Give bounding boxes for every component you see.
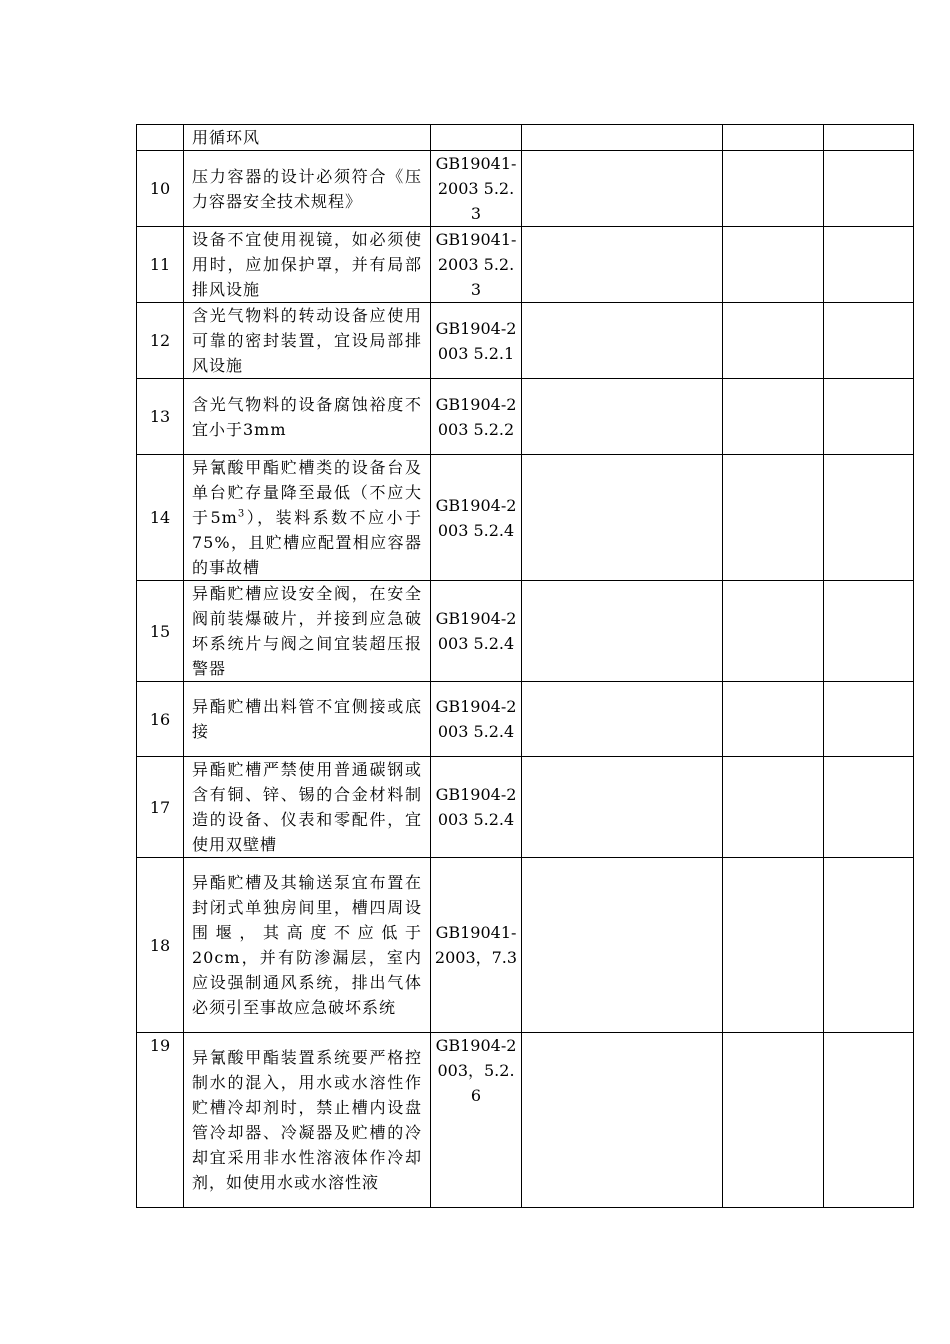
table-row [137,379,914,455]
row-number: 11 [137,227,184,303]
empty-cell [522,227,723,303]
check-item: 异酯贮槽出料管不宜侧接或底接 [184,682,431,757]
table-row [137,303,914,379]
table-row [137,581,914,682]
basis-reference: GB1904-2003 5.2.4 [431,455,522,581]
table-row [137,682,914,757]
check-item: 含光气物料的设备腐蚀裕度不宜小于3mm [184,379,431,455]
empty-cell [824,303,914,379]
empty-cell [723,151,824,227]
check-item: 异氰酸甲酯装置系统要严格控制水的混入，用水或水溶性作贮槽冷却剂时，禁止槽内设盘管冷却器、冷凝器及贮槽的冷却宜采用非水性溶液体作冷却剂，如使用水或水溶性液 [184,1033,431,1208]
check-item: 异酯贮槽严禁使用普通碳钢或含有铜、锌、锡的合金材料制造的设备、仪表和零配件，宜使用双壁槽 [184,757,431,858]
check-item: 压力容器的设计必须符合《压力容器安全技术规程》 [184,151,431,227]
row-number: 15 [137,581,184,682]
empty-cell [522,581,723,682]
row-number: 10 [137,151,184,227]
table-row [137,455,914,581]
empty-cell [723,303,824,379]
basis-reference: GB19041-2003 5.2.3 [431,151,522,227]
empty-cell [824,682,914,757]
table-row [137,757,914,858]
check-item: 设备不宜使用视镜，如必须使用时，应加保护罩，并有局部排风设施 [184,227,431,303]
basis-reference: GB1904-2003 5.2.4 [431,682,522,757]
empty-cell [723,379,824,455]
basis-reference: GB1904-2003 5.2.4 [431,581,522,682]
check-item [184,455,431,581]
table-row [137,151,914,227]
empty-cell [824,455,914,581]
check-item: 用循环风 [184,125,431,151]
empty-cell [723,858,824,1033]
empty-cell [824,379,914,455]
empty-cell [824,1033,914,1208]
empty-cell [522,125,723,151]
empty-cell [824,125,914,151]
empty-cell [522,455,723,581]
check-item: 含光气物料的转动设备应使用可靠的密封装置，宜设局部排风设施 [184,303,431,379]
check-item: 异酯贮槽及其输送泵宜布置在封闭式单独房间里，槽四周设围堰，其高度不应低于20cm，并有防渗漏层，室内应设强制通风系统，排出气体必须引至事故应急破坏系统 [184,858,431,1033]
basis-reference: GB19041-2003，7.3 [431,858,522,1033]
row-number: 12 [137,303,184,379]
check-item-text: ），装料系数不应小于75%，且贮槽应配置相应容器的事故槽 [192,508,422,577]
empty-cell [824,151,914,227]
empty-cell [522,682,723,757]
empty-cell [824,581,914,682]
row-number: 13 [137,379,184,455]
basis-reference: GB1904-2003 5.2.1 [431,303,522,379]
table-row [137,858,914,1033]
basis-reference: GB1904-2003 5.2.4 [431,757,522,858]
empty-cell [824,858,914,1033]
empty-cell [723,682,824,757]
empty-cell [522,303,723,379]
row-number: 16 [137,682,184,757]
row-number: 14 [137,455,184,581]
empty-cell [824,227,914,303]
table-row [137,1033,914,1208]
check-item-text: 异氰酸甲酯贮槽类的设备台及单台贮存量降至最低（不应大于5m [192,458,422,527]
empty-cell [824,757,914,858]
empty-cell [723,757,824,858]
row-number: 18 [137,858,184,1033]
empty-cell [522,379,723,455]
row-number [137,125,184,151]
basis-reference: GB1904-2003 5.2.2 [431,379,522,455]
empty-cell [723,581,824,682]
table-row [137,125,914,151]
empty-cell [522,1033,723,1208]
check-item: 异酯贮槽应设安全阀，在安全阀前装爆破片，并接到应急破坏系统片与阀之间宜装超压报警器 [184,581,431,682]
empty-cell [723,1033,824,1208]
empty-cell [522,151,723,227]
empty-cell [522,757,723,858]
basis-reference [431,125,522,151]
inspection-table [136,124,914,1208]
row-number: 19 [137,1033,184,1208]
row-number: 17 [137,757,184,858]
empty-cell [723,455,824,581]
basis-reference: GB19041-2003 5.2.3 [431,227,522,303]
superscript: 3 [237,508,246,520]
table-row [137,227,914,303]
empty-cell [723,227,824,303]
empty-cell [522,858,723,1033]
basis-reference: GB1904-2003，5.2.6 [431,1033,522,1208]
empty-cell [723,125,824,151]
